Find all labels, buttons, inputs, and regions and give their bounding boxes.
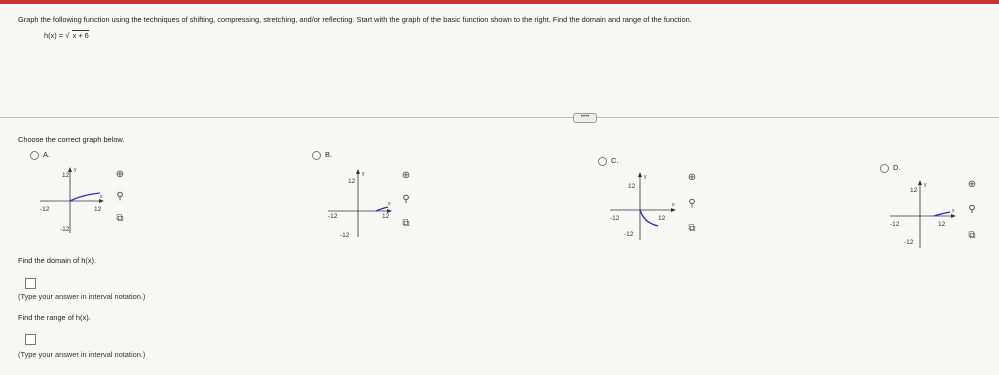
svg-text:x: x — [388, 201, 391, 207]
svg-text:y: y — [924, 182, 927, 188]
svg-text:12: 12 — [348, 178, 356, 185]
svg-text:y: y — [644, 174, 647, 180]
svg-text:y: y — [74, 167, 77, 173]
function-lhs: h(x) = — [44, 31, 64, 40]
curve-d — [934, 212, 950, 216]
sqrt-symbol: √ — [65, 31, 70, 40]
svg-text:-12: -12 — [328, 213, 338, 220]
option-d-radio[interactable] — [880, 164, 889, 173]
svg-text:12: 12 — [938, 221, 946, 228]
function-expression — [44, 31, 89, 40]
zoom-out-icon[interactable]: ⚲ — [968, 204, 976, 215]
curve-c — [640, 210, 658, 226]
domain-hint: (Type your answer in interval notation.) — [18, 292, 146, 301]
domain-answer-input[interactable] — [25, 278, 36, 289]
zoom-in-icon[interactable]: ⊕ — [115, 169, 125, 180]
svg-text:x: x — [952, 208, 955, 214]
option-c-radio[interactable] — [598, 157, 607, 166]
option-b-radio[interactable] — [312, 151, 321, 160]
svg-text:y: y — [362, 171, 365, 177]
svg-text:-12: -12 — [624, 231, 634, 238]
zoom-out-icon[interactable]: ⚲ — [402, 194, 410, 205]
domain-question: Find the domain of h(x). — [18, 256, 97, 265]
svg-text:x: x — [672, 202, 675, 208]
svg-text:x: x — [100, 194, 103, 200]
svg-text:-12: -12 — [904, 239, 914, 246]
svg-text:-12: -12 — [60, 226, 70, 233]
option-b-graph — [310, 165, 430, 255]
choose-graph-label: Choose the correct graph below. — [18, 135, 125, 144]
svg-text:12: 12 — [628, 183, 636, 190]
svg-text:-12: -12 — [340, 232, 350, 239]
expand-icon[interactable]: ⧉ — [402, 218, 410, 229]
range-question: Find the range of h(x). — [18, 313, 91, 322]
y-tick-12: 12 — [62, 172, 70, 179]
expand-icon[interactable]: ⧉ — [968, 230, 976, 241]
zoom-in-icon[interactable]: ⊕ — [687, 172, 697, 183]
option-d[interactable]: D. — [880, 163, 900, 173]
more-options-button[interactable]: •••• — [573, 113, 597, 123]
curve-b — [376, 207, 388, 211]
svg-text:12: 12 — [94, 206, 102, 213]
question-instructions: Graph the following function using the techniques of shifting, compressing, stretching, and/or reflecting. Start with the graph of the basic function shown to the right. Find the domain and range of the function. — [18, 15, 692, 24]
svg-text:12: 12 — [658, 215, 666, 222]
svg-text:12: 12 — [910, 187, 918, 194]
zoom-in-icon[interactable]: ⊕ — [967, 179, 977, 190]
option-a-radio[interactable] — [30, 151, 39, 160]
svg-text:-12: -12 — [40, 206, 50, 213]
curve-a — [70, 193, 100, 201]
expand-icon[interactable]: ⧉ — [688, 223, 696, 234]
option-c[interactable]: C. — [598, 156, 618, 166]
option-a[interactable]: A. — [30, 150, 50, 160]
option-b[interactable]: B. — [312, 150, 332, 160]
svg-text:-12: -12 — [610, 215, 620, 222]
svg-text:-12: -12 — [890, 221, 900, 228]
expand-icon[interactable]: ⧉ — [116, 213, 124, 224]
top-accent-bar — [0, 0, 999, 4]
zoom-in-icon[interactable]: ⊕ — [401, 170, 411, 181]
zoom-out-icon[interactable]: ⚲ — [688, 198, 696, 209]
svg-text:12: 12 — [382, 213, 390, 220]
zoom-out-icon[interactable]: ⚲ — [116, 191, 124, 202]
function-radicand: x + 6 — [72, 31, 89, 40]
range-answer-input[interactable] — [25, 334, 36, 345]
range-hint: (Type your answer in interval notation.) — [18, 350, 146, 359]
section-divider — [0, 117, 999, 118]
